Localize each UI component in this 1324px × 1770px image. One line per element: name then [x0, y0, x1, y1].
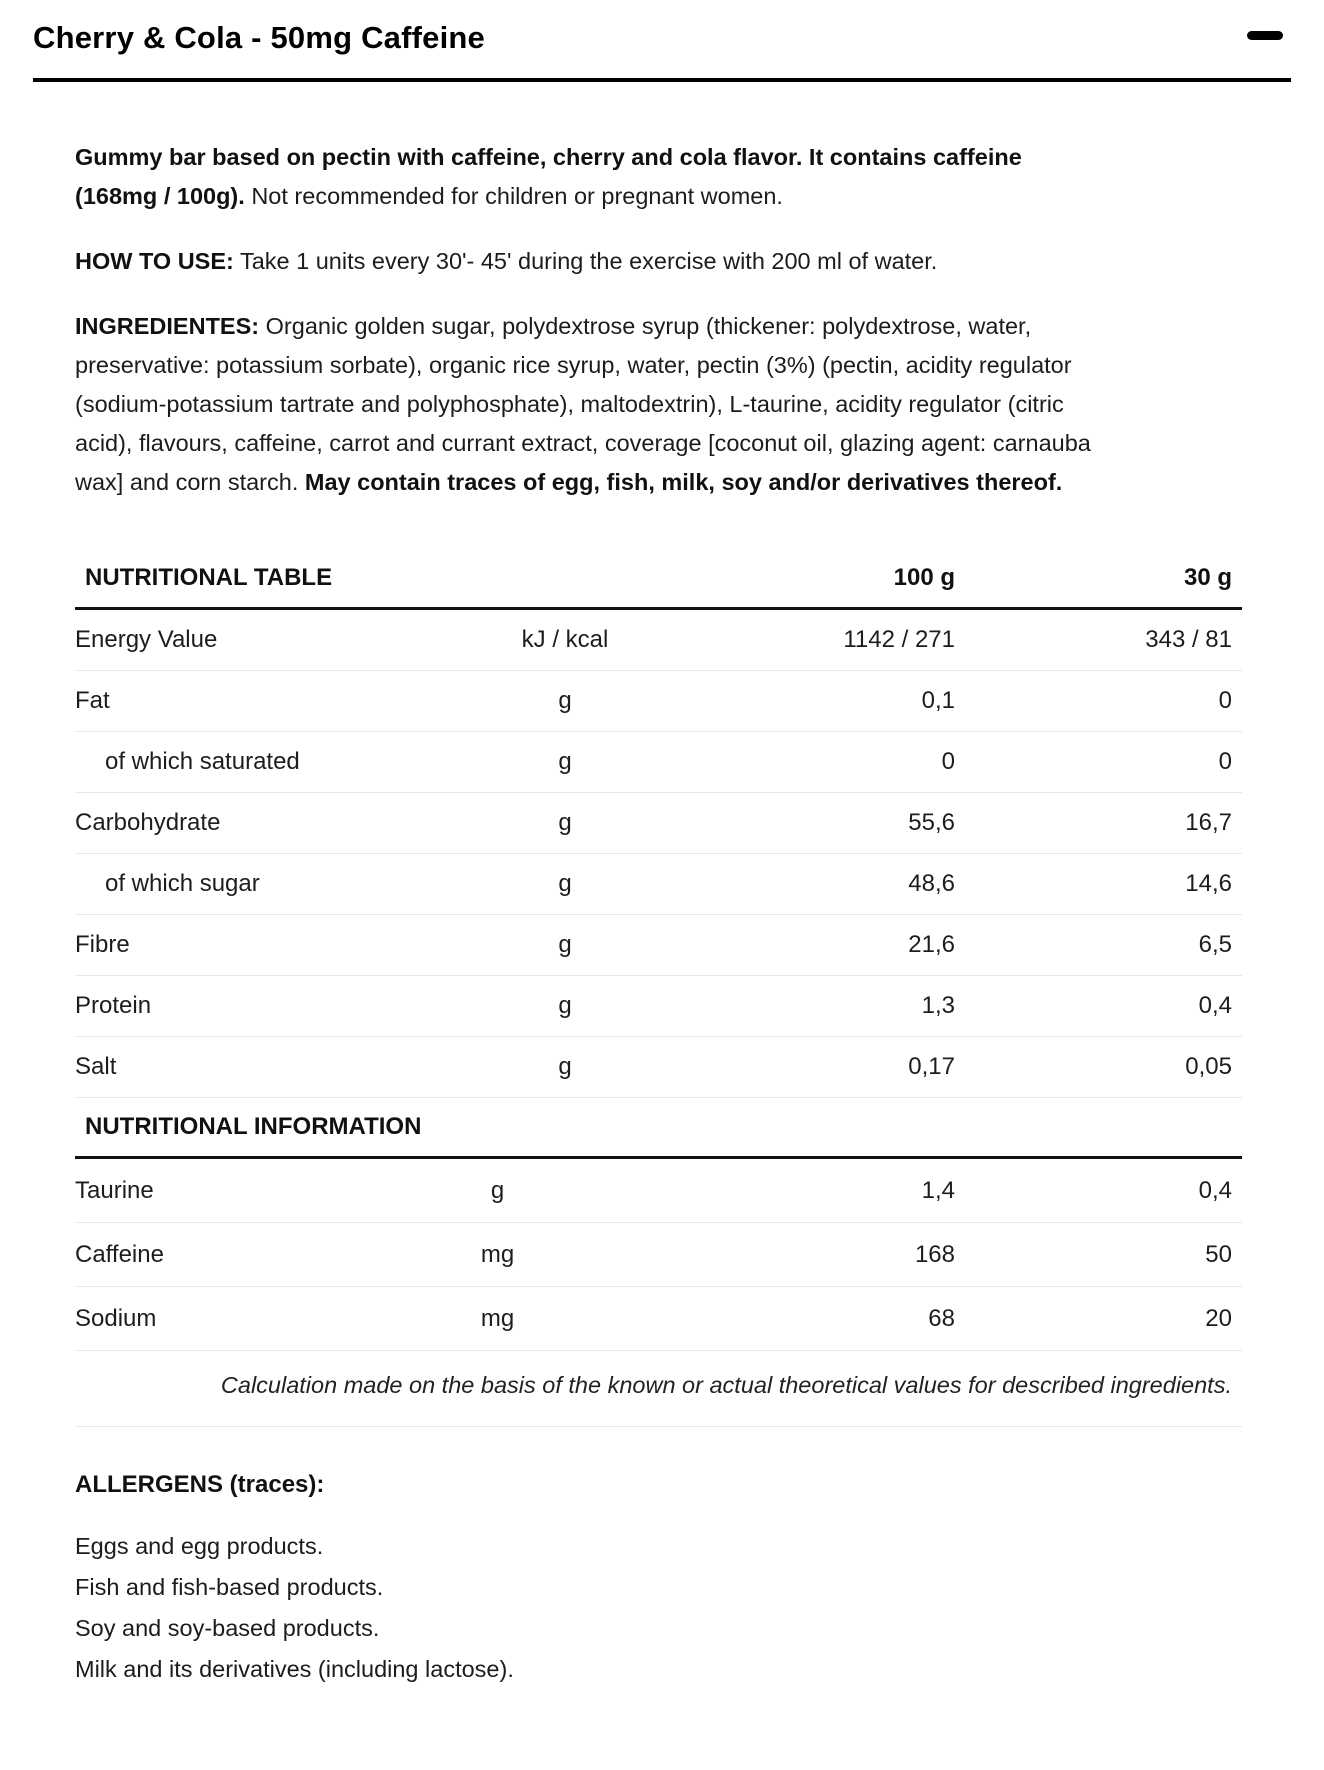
collapse-minus-icon[interactable]: [1247, 31, 1283, 40]
row-label: of which sugar: [105, 870, 260, 897]
row-label: Salt: [75, 1053, 117, 1080]
row-value-100g: 0: [941, 748, 955, 775]
row-value-100g: 21,6: [908, 931, 955, 958]
row-value-100g: 0,1: [921, 687, 955, 714]
table-row: [75, 610, 1242, 671]
product-info-body: [0, 138, 1324, 1690]
row-label: Carbohydrate: [75, 809, 221, 836]
header-divider: [33, 78, 1291, 82]
section-title: NUTRITIONAL INFORMATION: [85, 1113, 422, 1140]
row-value-100g: 68: [928, 1304, 955, 1332]
row-unit: g: [558, 1053, 572, 1080]
allergen-item: Soy and soy-based products.: [75, 1615, 380, 1641]
row-label: Caffeine: [75, 1240, 164, 1268]
table-row: [75, 793, 1242, 854]
table-row: [75, 1159, 1242, 1223]
allergens-title: ALLERGENS (traces):: [75, 1471, 325, 1498]
allergen-item: Eggs and egg products.: [75, 1533, 324, 1559]
row-value-100g: 48,6: [908, 870, 955, 897]
table-row: [75, 732, 1242, 793]
row-unit: g: [558, 809, 572, 836]
row-unit: g: [490, 1176, 505, 1204]
allergen-list: [75, 1526, 1324, 1690]
row-value-100g: 0,17: [908, 1053, 955, 1080]
calculation-note: Calculation made on the basis of the known or actual theoretical values for described ingredients.: [75, 1351, 1242, 1427]
table-row: [75, 976, 1242, 1037]
table-title: NUTRITIONAL TABLE: [85, 564, 333, 591]
how-to-use-text: Take 1 units every 30'- 45' during the exercise with 200 ml of water.: [233, 248, 938, 274]
row-value-100g: 168: [914, 1240, 955, 1268]
section-header: [0, 0, 1324, 56]
row-value-30g: 6,5: [1198, 931, 1232, 958]
row-label: Sodium: [75, 1304, 157, 1332]
row-value-30g: 20: [1205, 1304, 1232, 1332]
row-value-100g: 55,6: [908, 809, 955, 836]
row-unit: g: [558, 687, 572, 714]
row-unit: kJ / kcal: [521, 626, 609, 653]
ingredients: [75, 307, 1110, 502]
row-value-100g: 1142 / 271: [843, 626, 955, 653]
table-row: [75, 671, 1242, 732]
description-bold: Gummy bar based on pectin with caffeine, cherry and cola flavor. It contains caffeine (168mg / 100g).: [75, 144, 1022, 209]
table-row: [75, 915, 1242, 976]
row-label: Fat: [75, 687, 110, 714]
row-value-30g: 0,4: [1198, 992, 1232, 1019]
row-unit: g: [558, 992, 572, 1019]
table-row: [75, 1287, 1242, 1351]
product-description: [75, 138, 1110, 216]
description-regular: Not recommended for children or pregnant women.: [244, 183, 783, 209]
allergen-item: Fish and fish-based products.: [75, 1574, 384, 1600]
row-value-30g: 0,05: [1185, 1053, 1232, 1080]
row-value-30g: 0: [1218, 687, 1232, 714]
table-row: [75, 1037, 1242, 1098]
row-label: Taurine: [75, 1176, 154, 1204]
col-header-30g: 30 g: [1183, 564, 1232, 591]
ingredients-label: INGREDIENTES:: [75, 313, 260, 339]
row-label: Protein: [75, 992, 152, 1019]
nutritional-table: [75, 564, 1242, 1427]
table-row: [75, 854, 1242, 915]
nutritional-table-header: [75, 564, 1242, 610]
row-label: of which saturated: [105, 748, 300, 775]
how-to-use-label: HOW TO USE:: [75, 248, 234, 274]
row-unit: g: [558, 931, 572, 958]
ingredients-traces-bold: May contain traces of egg, fish, milk, soy and/or derivatives thereof.: [304, 469, 1063, 495]
col-header-100g: 100 g: [893, 564, 955, 591]
row-unit: mg: [480, 1240, 515, 1268]
page-title: Cherry & Cola - 50mg Caffeine: [33, 20, 485, 55]
row-value-100g: 1,4: [921, 1176, 955, 1204]
row-label: Fibre: [75, 931, 130, 958]
ingredients-text: Organic golden sugar, polydextrose syrup (thickener: polydextrose, water, preservative: potassium sorbate), organic rice syrup, water, pectin (3%) (pectin, acidity regulator (sodium-potassium tartrate and polyphosphate), maltodextrin), L-taurine, acidity regulator (citric acid), flavours, caffeine, carrot and currant extract, coverage [coconut oil, glazing agent: carnauba wax] and corn starch.: [75, 313, 1091, 495]
row-value-30g: 14,6: [1185, 870, 1232, 897]
row-value-30g: 0,4: [1198, 1176, 1232, 1204]
row-value-30g: 16,7: [1185, 809, 1232, 836]
row-unit: g: [558, 870, 572, 897]
allergen-item: Milk and its derivatives (including lactose).: [75, 1656, 514, 1682]
row-value-30g: 50: [1205, 1240, 1232, 1268]
row-unit: mg: [480, 1304, 515, 1332]
how-to-use: [75, 242, 1110, 281]
row-label: Energy Value: [75, 626, 218, 653]
row-unit: g: [558, 748, 572, 775]
table-row: [75, 1223, 1242, 1287]
row-value-100g: 1,3: [921, 992, 955, 1019]
nutritional-information-header: [75, 1098, 1242, 1159]
row-value-30g: 0: [1218, 748, 1232, 775]
row-value-30g: 343 / 81: [1145, 626, 1232, 653]
